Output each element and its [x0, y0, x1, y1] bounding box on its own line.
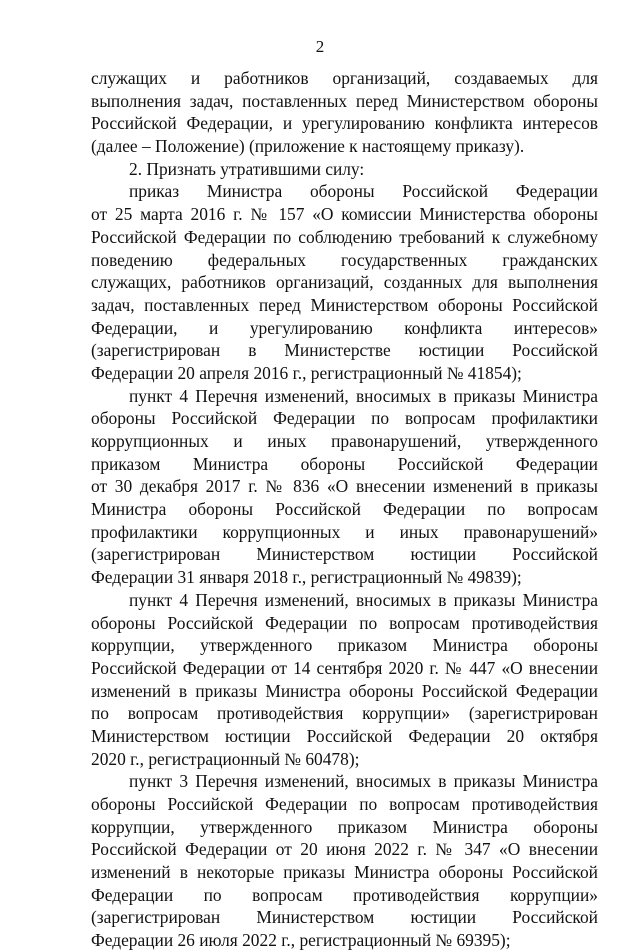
text-line: Российской Федерации от 20 июня 2022 г. № 347 «О внесении [91, 839, 598, 860]
text-line: Федерации 26 июля 2022 г., регистрационный № 69395); [91, 930, 511, 951]
text-line: коррупционных и иных правонарушений, утвержденного [91, 431, 598, 451]
text-line: задач, поставленных перед Министерством обороны Российской [91, 294, 598, 315]
text-line: Федерации по вопросам противодействия коррупции» [91, 884, 598, 905]
text-line: коррупции, утвержденного приказом Министра обороны [91, 816, 598, 837]
document-body [91, 67, 598, 952]
text-line: обороны Российской Федерации по вопросам противодействия [91, 612, 598, 633]
text-line: 2. Признать утратившими силу: [129, 158, 365, 179]
text-line: изменений в некоторые приказы Министра обороны Российской [91, 862, 598, 883]
text-line: Российской Федерации по соблюдению требований к служебному [91, 226, 598, 247]
text-line: выполнения задач, поставленных перед Министерством обороны [91, 90, 598, 111]
text-line: Министра обороны Российской Федерации по вопросам [91, 499, 598, 520]
text-line: (далее – Положение) (приложение к настоящему приказу). [91, 136, 525, 157]
text-line: 2020 г., регистрационный № 60478); [91, 748, 360, 769]
text-line: Федерации 31 января 2018 г., регистрационный № 49839); [91, 567, 522, 588]
text-line: приказ Министра обороны Российской Федерации [129, 181, 598, 202]
text-line: (зарегистрирован Министерством юстиции Российской [91, 907, 598, 928]
text-line: Российской Федерации, и урегулированию конфликта интересов [91, 113, 598, 134]
page-number: 2 [315, 37, 325, 56]
text-line: пункт 3 Перечня изменений, вносимых в приказы Министра [129, 771, 598, 792]
text-line: Министерством юстиции Российской Федерации 20 октября [91, 725, 598, 746]
text-line: коррупции, утвержденного приказом Министра обороны [91, 635, 598, 656]
text-line: по вопросам противодействия коррупции» (зарегистрирован [91, 703, 598, 724]
text-line: обороны Российской Федерации по вопросам противодействия [91, 794, 598, 814]
text-line: от 30 декабря 2017 г. № 836 «О внесении изменений в приказы [91, 476, 598, 497]
text-line: (зарегистрирован Министерством юстиции Российской [91, 544, 598, 565]
text-line: служащих и работников организаций, создаваемых для [91, 68, 598, 88]
text-line: поведению федеральных государственных гражданских [91, 249, 598, 270]
text-line: приказом Министра обороны Российской Федерации [91, 453, 598, 474]
text-line: обороны Российской Федерации по вопросам профилактики [91, 408, 598, 429]
text-line: Федерации, и урегулированию конфликта интересов» [91, 317, 598, 338]
text-line: (зарегистрирован в Министерстве юстиции Российской [91, 340, 598, 361]
text-line: пункт 4 Перечня изменений, вносимых в приказы Министра [129, 385, 598, 406]
text-line: служащих, работников организаций, созданных для выполнения [91, 272, 598, 293]
text-line: профилактики коррупционных и иных правонарушений» [91, 521, 598, 542]
text-line: изменений в приказы Министра обороны Российской Федерации [91, 680, 598, 701]
text-line: Федерации 20 апреля 2016 г., регистрационный № 41854); [91, 362, 522, 383]
text-line: от 25 марта 2016 г. № 157 «О комиссии Министерства обороны [91, 204, 598, 225]
text-line: Российской Федерации от 14 сентября 2020 г. № 447 «О внесении [91, 657, 598, 678]
text-line: пункт 4 Перечня изменений, вносимых в приказы Министра [129, 589, 598, 610]
